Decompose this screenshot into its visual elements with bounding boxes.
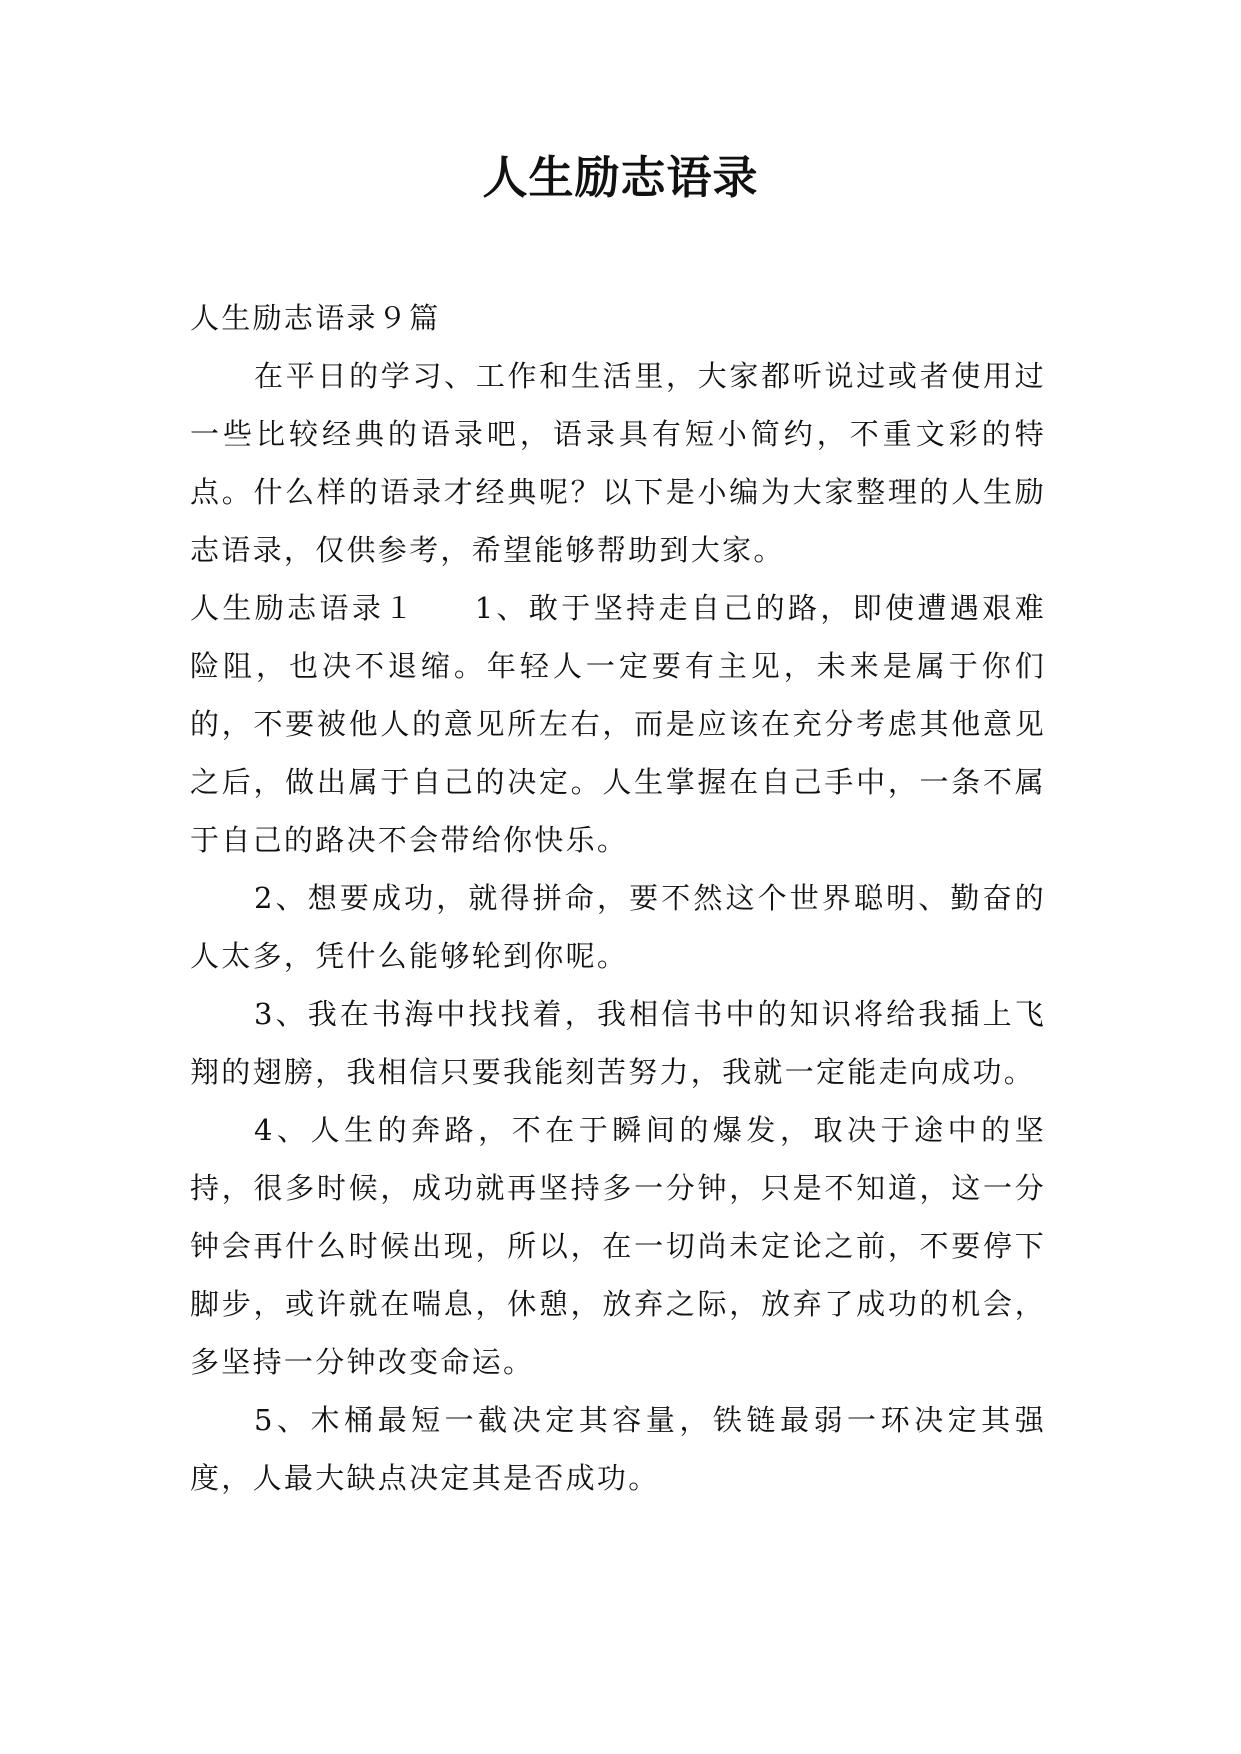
intro-paragraph: 在平日的学习、工作和生活里，大家都听说过或者使用过一些比较经典的语录吧，语录具有短小简约，不重文彩的特点。什么样的语录才经典呢？以下是小编为大家整理的人生励志语录，仅供参考，希望能够帮助到大家。 xyxy=(190,359,1046,567)
document-title: 人生励志语录 xyxy=(482,151,759,204)
quote-text-1: 1、敢于坚持走自己的路，即使遭遇艰难险阻，也决不退缩。年轻人一定要有主见，未来是属于你们的，不要被他人的意见所左右，而是应该在充分考虑其他意见之后，做出属于自己的决定。人生掌握在自己手中，一条不属于自己的路决不会带给你快乐。 xyxy=(190,591,1046,857)
quote-paragraph-1 xyxy=(190,579,1046,869)
quote-paragraph-4: 4、人生的奔路，不在于瞬间的爆发，取决于途中的坚持，很多时候，成功就再坚持多一分钟，只是不知道，这一分钟会再什么时候出现，所以，在一切尚未定论之前，不要停下脚步，或许就在喘息，休憩，放弃之际，放弃了成功的机会，多坚持一分钟改变命运。 xyxy=(190,1113,1046,1379)
quote-paragraph-2: 2、想要成功，就得拼命，要不然这个世界聪明、勤奋的人太多，凭什么能够轮到你呢。 xyxy=(190,881,1046,973)
quote-paragraph-5: 5、木桶最短一截决定其容量，铁链最弱一环决定其强度，人最大缺点决定其是否成功。 xyxy=(190,1403,1046,1495)
section-heading: 人生励志语录１ xyxy=(190,591,417,625)
document-body xyxy=(190,289,1046,1507)
document-subtitle: 人生励志语录９篇 xyxy=(190,301,441,335)
quote-paragraph-3: 3、我在书海中找找着，我相信书中的知识将给我插上飞翔的翅膀，我相信只要我能刻苦努力，我就一定能走向成功。 xyxy=(190,997,1046,1089)
